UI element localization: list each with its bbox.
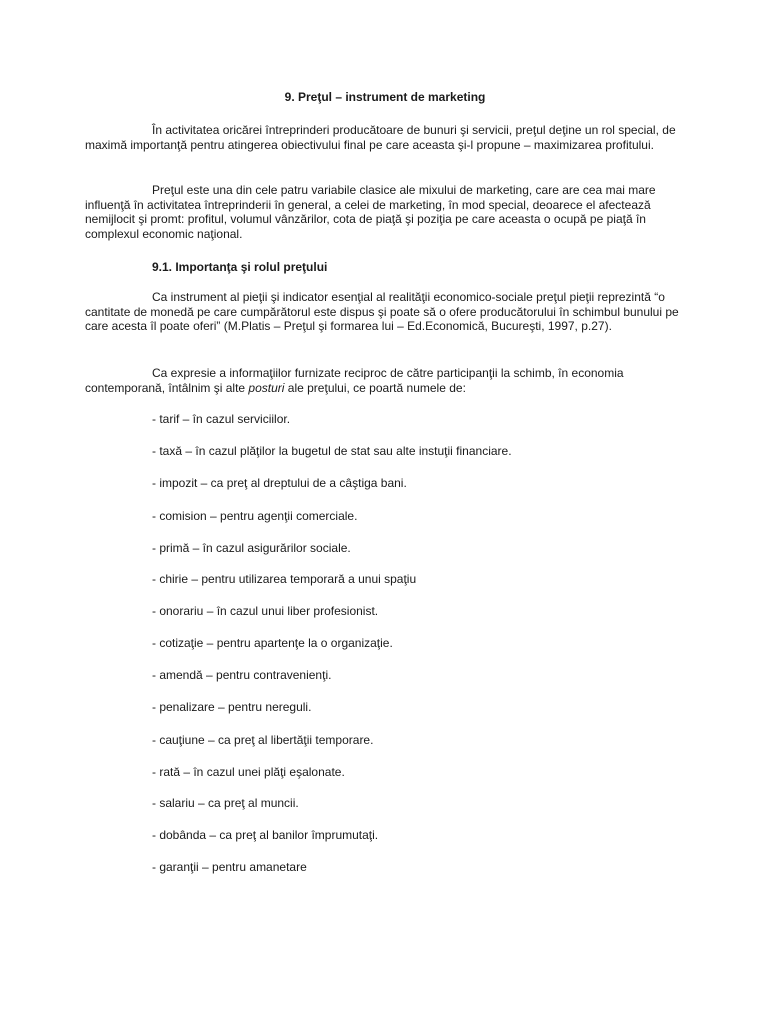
paragraph-variables: Preţul este una din cele patru variabile clasice ale mixului de marketing, care are cea mai mare influenţă în activitatea întreprinderii în general, a celei de marketing, în mod special, deoarece el afectează nemijlocit şi promt: profitul, volumul vânzărilor, cota de piaţă şi poziţia pe care aceasta o ocupă pe piaţă în complexul economic naţional. xyxy=(85,183,656,241)
paragraph-intro: În activitatea oricărei întreprinderi producătoare de bunuri şi servicii, preţul deţine un rol special, de maximă importanţă pentru atingerea obiectivului final pe care aceasta şi-l propune – maximizarea profitului. xyxy=(85,123,676,152)
list-item: - onorariu – în cazul unui liber profesionist. xyxy=(152,604,379,618)
paragraph-postures-before: Ca expresie a informaţiilor furnizate reciproc de către participanţii la schimb, în economia contemporană, întâlnim şi alte xyxy=(85,366,624,395)
list-item: - taxă – în cazul plăţilor la bugetul de stat sau alte instuţii financiare. xyxy=(152,444,512,458)
list-item: - salariu – ca preţ al muncii. xyxy=(152,796,299,810)
list-item: - cauţiune – ca preţ al libertăţii temporare. xyxy=(152,733,374,747)
list-item: - tarif – în cazul serviciilor. xyxy=(152,412,291,426)
paragraph-postures-after: ale preţului, ce poartă numele de: xyxy=(284,380,466,395)
list-item: - chirie – pentru utilizarea temporară a unui spaţiu xyxy=(152,572,417,586)
list-item: - comision – pentru agenţii comerciale. xyxy=(152,509,358,523)
list-item: - dobânda – ca preţ al banilor împrumutaţi. xyxy=(152,828,379,842)
paragraph-postures-emphasis: posturi xyxy=(248,380,285,395)
list-item: - cotizaţie – pentru apartenţe la o organizaţie. xyxy=(152,636,393,650)
page-title: 9. Preţul – instrument de marketing xyxy=(284,90,486,104)
list-item: - primă – în cazul asigurărilor sociale. xyxy=(152,541,351,555)
list-item: - amendă – pentru contravenienţi. xyxy=(152,668,332,682)
list-item: - penalizare – pentru nereguli. xyxy=(152,700,312,714)
section-heading: 9.1. Importanţa şi rolul preţului xyxy=(152,260,328,274)
paragraph-definition: Ca instrument al pieţii şi indicator esenţial al realităţii economico-sociale preţul pieţii reprezintă “o cantitate de monedă pe care cumpărătorul este dispus şi poate să o ofere producătorului în schimbul bunului pe care acesta îl poate oferi” (M.Platis – Preţul şi formarea lui – Ed.Economică, Bucureşti, 1997, p.27). xyxy=(85,290,679,333)
list-item: - rată – în cazul unei plăţi eşalonate. xyxy=(152,765,345,779)
list-item: - garanţii – pentru amanetare xyxy=(152,860,307,874)
list-item: - impozit – ca preţ al dreptului de a câştiga bani. xyxy=(152,476,407,490)
paragraph-postures xyxy=(85,366,685,395)
